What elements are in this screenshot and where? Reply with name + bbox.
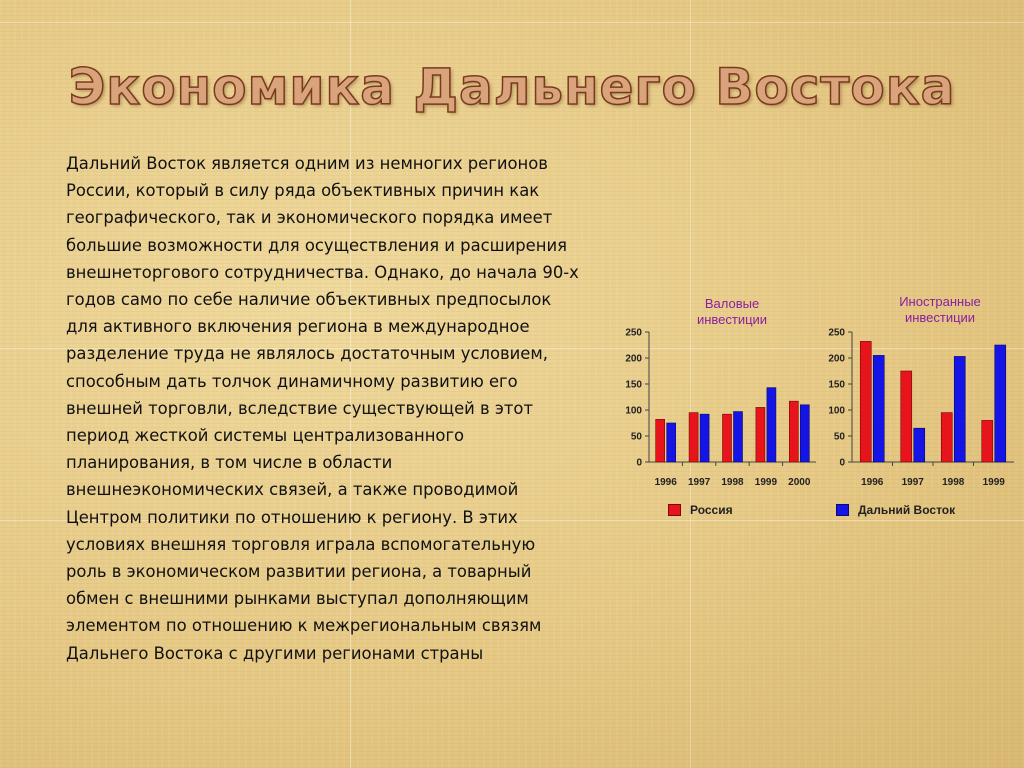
bar-far-east bbox=[800, 405, 809, 462]
paragraph-line: России, который в силу ряда объективных причин как bbox=[66, 181, 540, 201]
legend-russia bbox=[668, 503, 733, 517]
bar-far-east bbox=[700, 414, 709, 462]
y-tick-label: 200 bbox=[828, 353, 845, 365]
paragraph-line: для активного включения региона в международное bbox=[66, 317, 530, 337]
bar-russia bbox=[656, 419, 665, 462]
bar-far-east bbox=[667, 423, 676, 462]
x-tick-label: 1998 bbox=[942, 477, 965, 488]
legend-far-east bbox=[836, 503, 955, 517]
bar-far-east bbox=[995, 345, 1006, 462]
paragraph-line: большие возможности для осуществления и расширения bbox=[66, 235, 567, 255]
bar-russia bbox=[756, 407, 765, 462]
paragraph-line: период жесткой системы централизованного bbox=[66, 426, 465, 446]
y-tick-label: 250 bbox=[828, 327, 845, 339]
paragraph-line: годов само по себе наличие объективных предпосылок bbox=[66, 290, 552, 310]
y-tick-label: 50 bbox=[630, 431, 642, 443]
legend-swatch-red bbox=[668, 504, 681, 516]
bar-russia bbox=[941, 413, 952, 462]
y-tick-label: 100 bbox=[828, 405, 845, 417]
bar-far-east bbox=[914, 428, 925, 462]
paragraph-line: Центром политики по отношению к региону. В этих bbox=[66, 507, 518, 527]
bar-russia bbox=[901, 371, 912, 462]
paragraph-line: обмен с внешними рынками выступал дополняющим bbox=[66, 589, 529, 609]
paragraph-line: Дальнего Востока с другими регионами страны bbox=[66, 643, 484, 663]
x-tick-label: 1997 bbox=[687, 477, 711, 488]
x-tick-label: 1996 bbox=[654, 477, 677, 488]
slide-title: Экономика Дальнего Востока bbox=[68, 58, 956, 116]
slide-body-text bbox=[66, 150, 626, 667]
y-tick-label: 250 bbox=[625, 327, 642, 339]
y-tick-label: 100 bbox=[625, 405, 642, 417]
paragraph-line: внешней торговли, вследствие существующей в этот bbox=[66, 398, 534, 418]
bar-far-east bbox=[734, 412, 743, 462]
bar-russia bbox=[982, 420, 993, 462]
y-tick-label: 50 bbox=[833, 431, 845, 443]
bar-far-east bbox=[873, 355, 884, 462]
x-tick-label: 1997 bbox=[901, 477, 924, 488]
gross-investment-chart bbox=[612, 296, 822, 496]
paragraph-line: способным дать толчок динамичному развитию его bbox=[66, 371, 518, 391]
paragraph-line: роль в экономическом развитии региона, а товарный bbox=[66, 562, 532, 582]
bar-russia bbox=[860, 341, 871, 462]
gross-investment-plot bbox=[612, 296, 822, 496]
x-tick-label: 1996 bbox=[861, 477, 884, 488]
paragraph-line: внешнеэкономических связей, а также проводимой bbox=[66, 480, 519, 500]
bar-far-east bbox=[954, 356, 965, 462]
x-tick-label: 2000 bbox=[788, 477, 811, 488]
bar-russia bbox=[689, 413, 698, 462]
chart-title-line: Валовые bbox=[704, 296, 760, 311]
foreign-investment-chart bbox=[820, 294, 1024, 494]
paragraph-line: условиях внешняя торговля играла вспомогательную bbox=[66, 534, 536, 554]
x-tick-label: 1999 bbox=[754, 477, 778, 488]
grid-line bbox=[0, 22, 1024, 23]
y-tick-label: 150 bbox=[625, 379, 642, 391]
y-tick-label: 200 bbox=[625, 353, 642, 365]
y-tick-label: 0 bbox=[636, 457, 642, 469]
chart-title-line: инвестиции bbox=[904, 310, 976, 325]
x-tick-label: 1998 bbox=[721, 477, 744, 488]
paragraph-line: планирования, в том числе в области bbox=[66, 453, 393, 473]
chart-title-line: инвестиции bbox=[696, 312, 768, 327]
bar-russia bbox=[723, 414, 732, 462]
y-tick-label: 0 bbox=[839, 457, 845, 469]
legend-label: Россия bbox=[690, 503, 733, 517]
chart-title-line: Иностранные bbox=[899, 294, 981, 309]
paragraph-line: внешнеторгового сотрудничества. Однако, до начала 90-х bbox=[66, 262, 579, 282]
legend-swatch-blue bbox=[836, 504, 849, 516]
x-tick-label: 1999 bbox=[982, 477, 1005, 488]
paragraph-line: географического, так и экономического порядка имеет bbox=[66, 208, 553, 228]
bar-far-east bbox=[767, 388, 776, 462]
paragraph-line: элементом по отношению к межрегиональным связям bbox=[66, 616, 542, 636]
legend-label: Дальний Восток bbox=[858, 503, 956, 517]
bar-russia bbox=[789, 401, 798, 462]
paragraph-line: Дальний Восток является одним из немногих регионов bbox=[66, 154, 548, 173]
foreign-investment-plot bbox=[820, 294, 1024, 496]
paragraph-line: разделение труда не являлось достаточным условием, bbox=[66, 344, 548, 364]
y-tick-label: 150 bbox=[828, 379, 845, 391]
